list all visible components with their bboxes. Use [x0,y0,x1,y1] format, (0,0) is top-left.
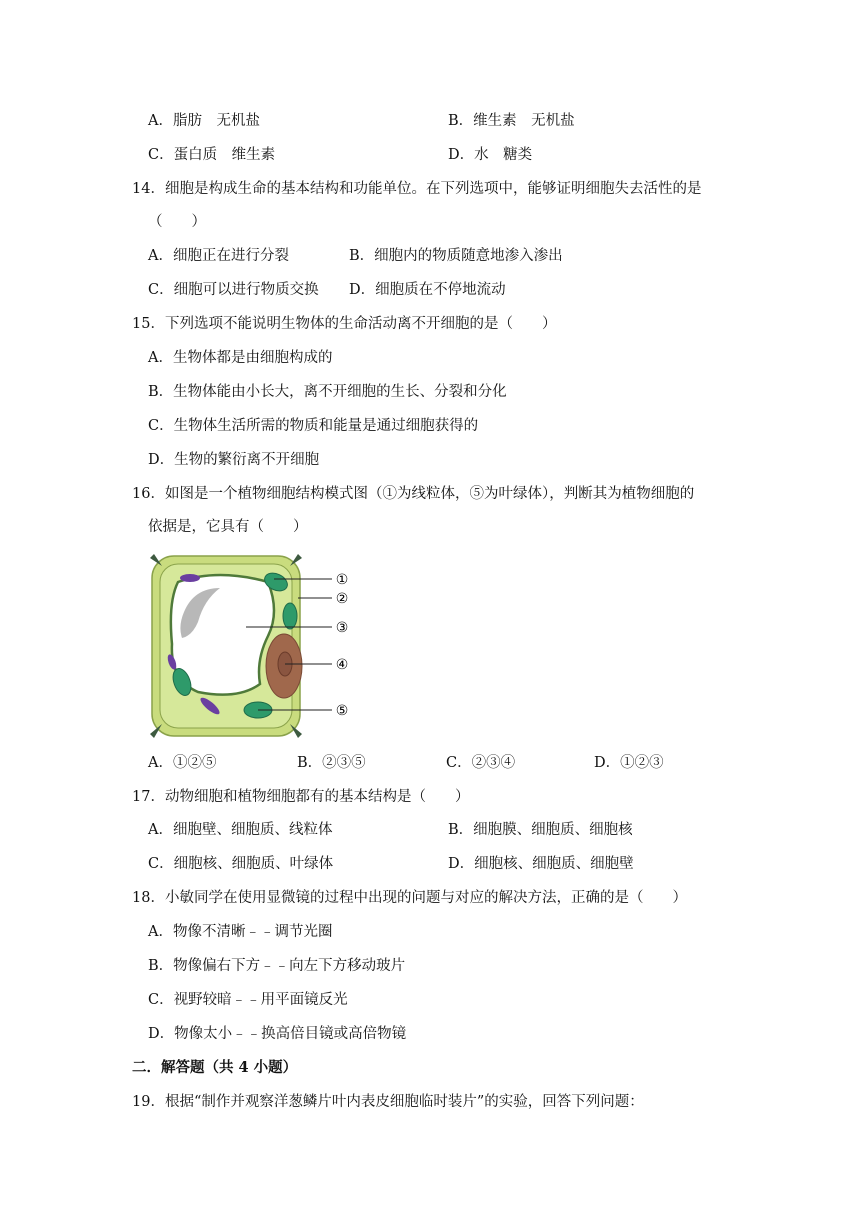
figure-label-4: ④ [335,657,349,673]
figure-label-5: ⑤ [335,703,349,719]
section-heading: 二．解答题（共 4 小题） [132,1059,298,1076]
q17-stem: 17．动物细胞和植物细胞都有的基本结构是（ ） [132,789,470,805]
figure-label-2: ② [335,591,349,607]
q13-option-c: C．蛋白质 维生素 [148,147,276,163]
q19-stem: 19．根据“制作并观察洋葱鳞片叶内表皮细胞临时装片”的实验，回答下列问题： [132,1094,644,1110]
q17-option-a: A．细胞壁、细胞质、线粒体 [148,822,333,838]
figure-label-3: ③ [335,620,349,636]
q15-option-c: C．生物体生活所需的物质和能量是通过细胞获得的 [148,418,479,434]
q14-option-a: A．细胞正在进行分裂 [148,248,289,264]
q17-option-c: C．细胞核、细胞质、叶绿体 [148,856,334,872]
q15-option-b: B．生物体能由小长大，离不开细胞的生长、分裂和分化 [148,384,507,400]
q13-option-d: D．水 糖类 [448,147,533,163]
q14-option-b: B．细胞内的物质随意地渗入渗出 [349,248,563,264]
q18-option-a: A．物像不清晰﹣﹣调节光圈 [148,924,333,940]
figure-label-1: ① [335,572,349,588]
q14-stem-bracket: （ ） [148,214,206,230]
q15-option-d: D．生物的繁衍离不开细胞 [148,452,320,468]
q18-option-c: C．视野较暗﹣﹣用平面镜反光 [148,992,348,1008]
q18-option-d: D．物像太小﹣﹣换高倍目镜或高倍物镜 [148,1026,407,1042]
q13-option-a: A．脂肪 无机盐 [148,113,260,129]
q15-stem: 15．下列选项不能说明生物体的生命活动离不开细胞的是（ ） [132,316,557,332]
q16-stem-line2: 依据是，它具有（ ） [148,519,308,535]
q17-option-b: B．细胞膜、细胞质、细胞核 [448,822,633,838]
mitochondrion [180,574,200,582]
q18-stem: 18．小敏同学在使用显微镜的过程中出现的问题与对应的解决方法，正确的是（ ） [132,890,687,906]
q18-option-b: B．物像偏右下方﹣﹣向左下方移动玻片 [148,958,406,974]
chloroplast [283,603,297,629]
q14-option-c: C．细胞可以进行物质交换 [148,282,319,298]
q16-option-b: B．②③⑤ [297,755,366,771]
q14-option-d: D．细胞质在不停地流动 [349,282,506,298]
q13-option-b: B．维生素 无机盐 [448,113,575,129]
q15-option-a: A．生物体都是由细胞构成的 [148,350,333,366]
q14-stem: 14．细胞是构成生命的基本结构和功能单位。在下列选项中，能够证明细胞失去活性的是 [132,181,702,197]
q16-stem: 16．如图是一个植物细胞结构模式图（①为线粒体，⑤为叶绿体），判断其为植物细胞的 [132,486,695,502]
q16-option-c: C．②③④ [446,755,516,771]
plant-cell-diagram [148,552,358,740]
q16-option-d: D．①②③ [594,755,664,771]
q16-option-a: A．①②⑤ [148,755,217,771]
q17-option-d: D．细胞核、细胞质、细胞壁 [448,856,634,872]
